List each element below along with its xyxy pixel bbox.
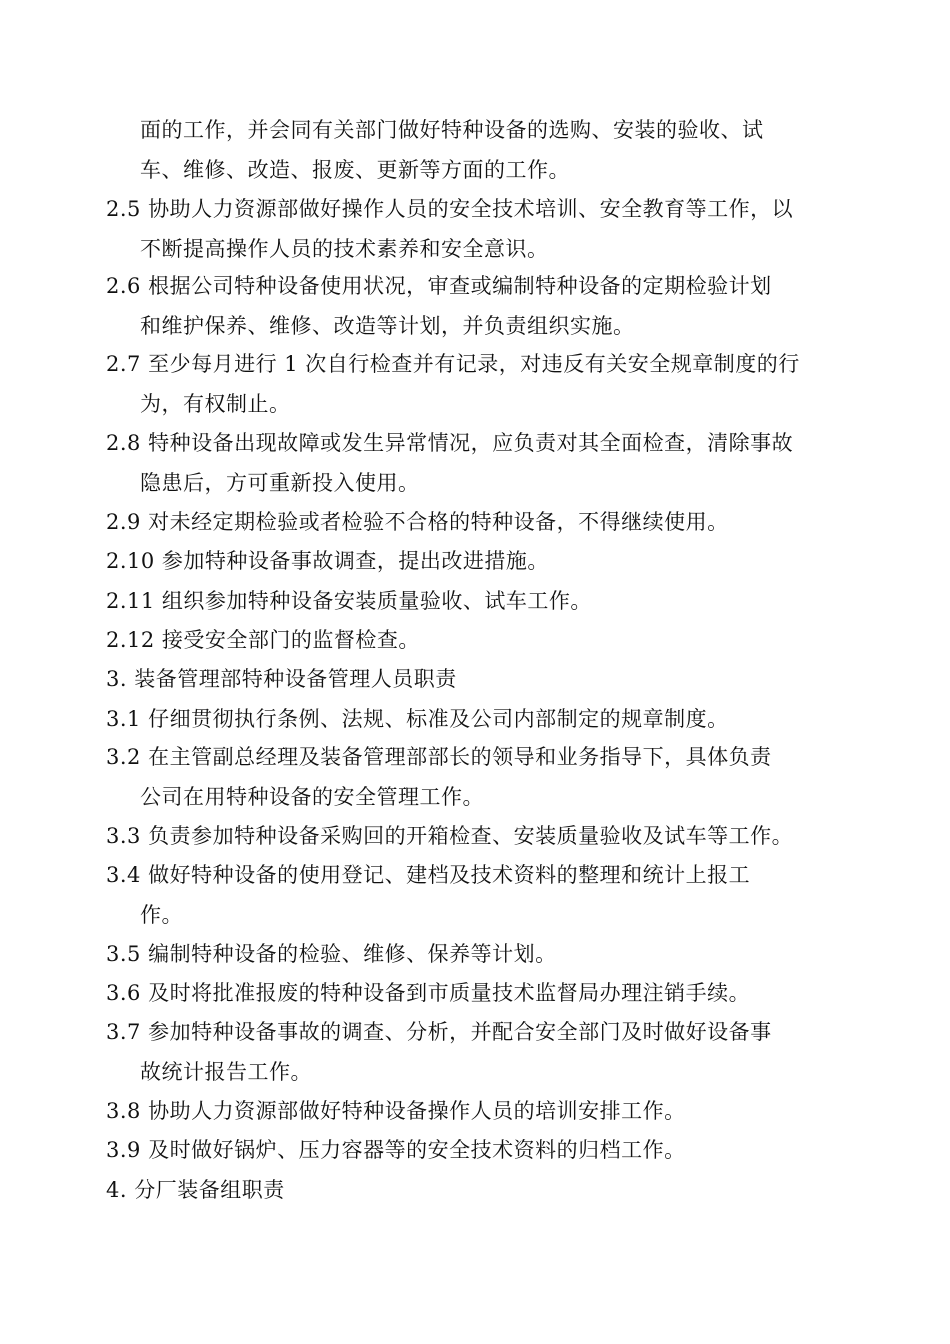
text-line-11: 2.9 对未经定期检验或者检验不合格的特种设备，不得继续使用。 bbox=[106, 510, 729, 534]
text-line-9: 2.8 特种设备出现故障或发生异常情况，应负责对其全面检查，清除事故 bbox=[106, 431, 794, 455]
text-line-17: 3.2 在主管副总经理及装备管理部部长的领导和业务指导下，具体负责 bbox=[106, 745, 772, 769]
text-line-27: 3.9 及时做好锅炉、压力容器等的安全技术资料的归档工作。 bbox=[106, 1138, 686, 1162]
text-line-21: 作。 bbox=[140, 903, 183, 927]
text-line-8: 为，有权制止。 bbox=[140, 392, 291, 416]
text-line-23: 3.6 及时将批准报废的特种设备到市质量技术监督局办理注销手续。 bbox=[106, 981, 751, 1005]
text-line-6: 和维护保养、维修、改造等计划，并负责组织实施。 bbox=[140, 314, 635, 338]
text-line-10: 隐患后，方可重新投入使用。 bbox=[140, 471, 420, 495]
text-line-4: 不断提高操作人员的技术素养和安全意识。 bbox=[140, 237, 549, 261]
section-heading-4: 4. 分厂装备组职责 bbox=[106, 1178, 285, 1202]
text-line-18: 公司在用特种设备的安全管理工作。 bbox=[140, 785, 484, 809]
section-heading-3: 3. 装备管理部特种设备管理人员职责 bbox=[106, 667, 457, 691]
text-line-13: 2.11 组织参加特种设备安装质量验收、试车工作。 bbox=[106, 589, 592, 613]
text-line-7: 2.7 至少每月进行 1 次自行检查并有记录，对违反有关安全规章制度的行 bbox=[106, 352, 800, 376]
text-line-24: 3.7 参加特种设备事故的调查、分析，并配合安全部门及时做好设备事 bbox=[106, 1020, 772, 1044]
text-line-19: 3.3 负责参加特种设备采购回的开箱检查、安装质量验收及试车等工作。 bbox=[106, 824, 794, 848]
text-line-26: 3.8 协助人力资源部做好特种设备操作人员的培训安排工作。 bbox=[106, 1099, 686, 1123]
text-line-12: 2.10 参加特种设备事故调查，提出改进措施。 bbox=[106, 549, 549, 573]
text-line-2: 车、维修、改造、报废、更新等方面的工作。 bbox=[140, 158, 570, 182]
text-line-14: 2.12 接受安全部门的监督检查。 bbox=[106, 628, 420, 652]
text-line-22: 3.5 编制特种设备的检验、维修、保养等计划。 bbox=[106, 942, 557, 966]
text-line-16: 3.1 仔细贯彻执行条例、法规、标准及公司内部制定的规章制度。 bbox=[106, 707, 729, 731]
text-line-25: 故统计报告工作。 bbox=[140, 1060, 312, 1084]
text-line-20: 3.4 做好特种设备的使用登记、建档及技术资料的整理和统计上报工 bbox=[106, 863, 751, 887]
text-line-1: 面的工作，并会同有关部门做好特种设备的选购、安装的验收、试 bbox=[140, 118, 764, 142]
text-line-5: 2.6 根据公司特种设备使用状况，审查或编制特种设备的定期检验计划 bbox=[106, 274, 772, 298]
text-line-3: 2.5 协助人力资源部做好操作人员的安全技术培训、安全教育等工作，以 bbox=[106, 197, 794, 221]
